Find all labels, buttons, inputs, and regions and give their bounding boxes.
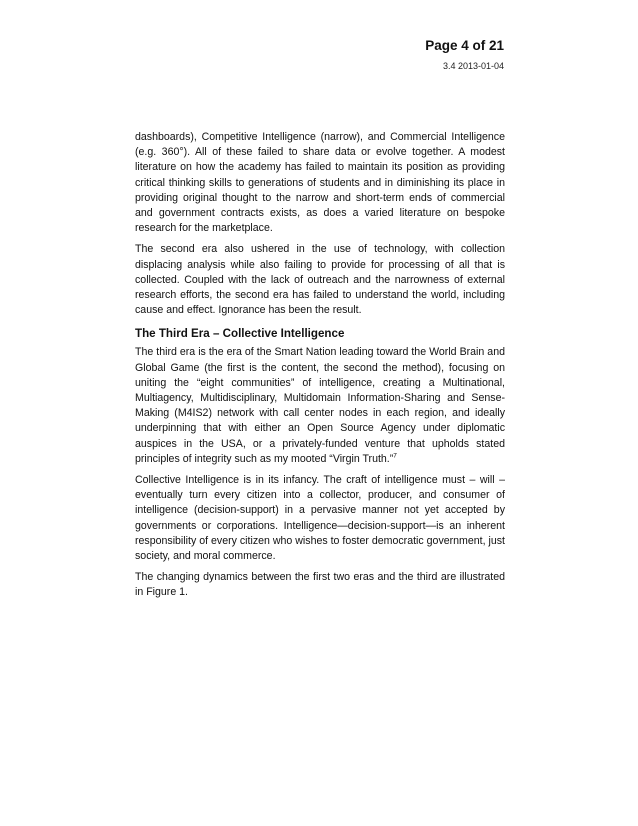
paragraph-3: [135, 345, 505, 467]
paragraph-5: The changing dynamics between the first two eras and the third are illustrated in Figure 1.: [135, 571, 505, 599]
document-body: [135, 130, 505, 607]
paragraph-2: The second era also ushered in the use of technology, with collection displacing analysis while also failing to provide for processing of all that is collected. Coupled with the lack of outreach and the narrowness of external research efforts, the second era has failed to understand the world, including cause and effect. Ignorance has been the result.: [135, 243, 505, 317]
paragraph-4: Collective Intelligence is in its infancy. The craft of intelligence must – will – eventually turn every citizen into a collector, producer, and consumer of intelligence (decision-support) in a pervasive manner not yet accepted by governments or corporations. Intelligence—decision-support—is an inherent responsibility of every citizen who wishes to foster democratic government, just society, and moral commerce.: [135, 474, 505, 563]
section-heading: The Third Era – Collective Intelligence: [135, 327, 345, 341]
footnote-marker[interactable]: 7: [393, 452, 397, 460]
page-number: Page 4 of 21: [425, 38, 504, 53]
paragraph-3-text: The third era is the era of the Smart Nation leading toward the World Brain and Global Game (the first is the content, the second the method), focusing on uniting the “eight communities” of intelligence, creating a Multinational, Multiagency, Multidisciplinary, Multidomain Information-Sharing and Sense-Making (M4IS2) network with call center nodes in each region, and ideally underpinning that with either an Open Source Agency under diplomatic auspices in the USA, or a privately-funded venture that upholds stated principles of integrity such as my mooted “Virgin Truth.”: [135, 346, 505, 465]
paragraph-1: dashboards), Competitive Intelligence (narrow), and Commercial Intelligence (e.g. 360°). All of these failed to share data or evolve together. A modest literature on how the academy has failed to maintain its position as providing critical thinking skills to generations of students and in diminishing its place in providing original thought to the narrow and short-term ends of commercial and government contracts exists, as does a varied literature on bespoke research for the marketplace.: [135, 131, 505, 235]
version-date: 3.4 2013-01-04: [442, 61, 504, 71]
page-header: [425, 38, 504, 72]
